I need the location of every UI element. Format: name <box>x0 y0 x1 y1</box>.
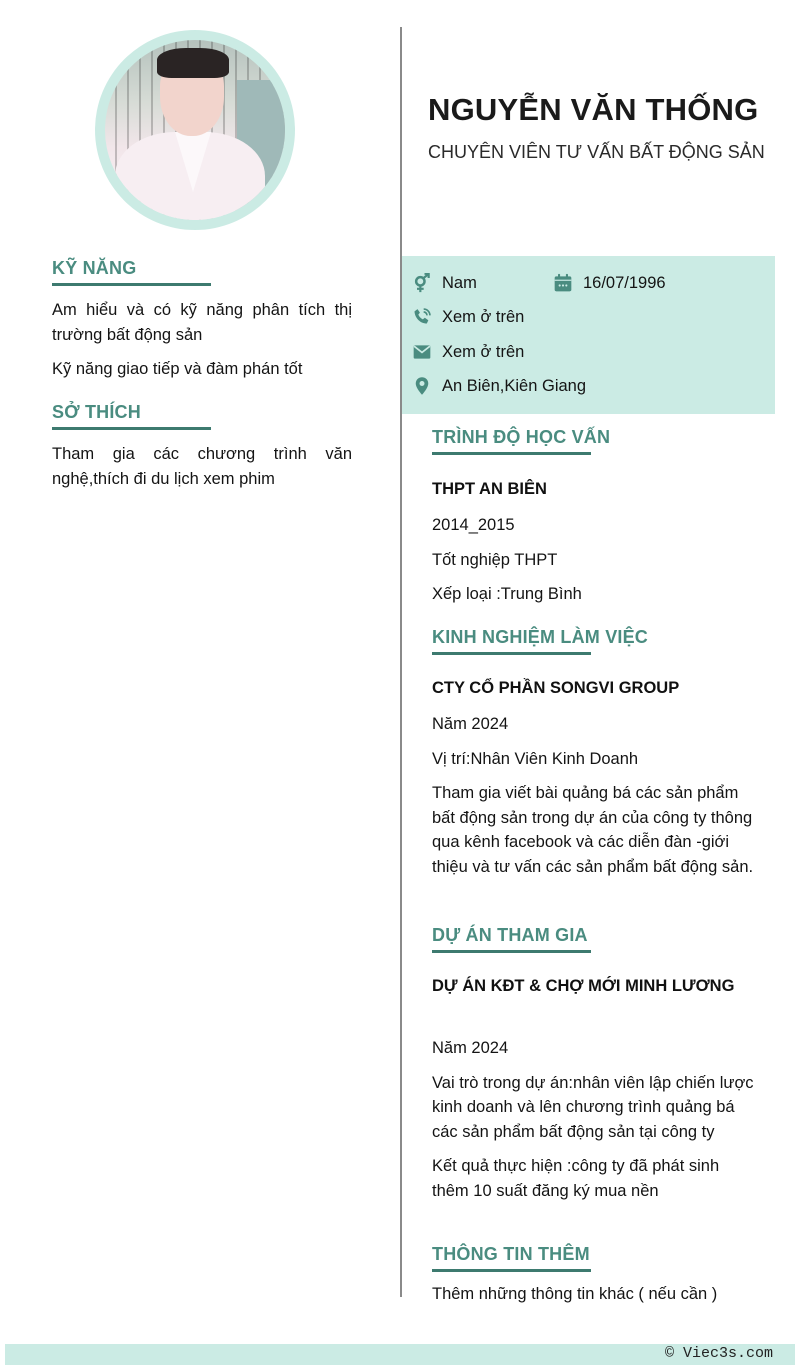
section-underline <box>432 652 591 655</box>
education-period: 2014_2015 <box>432 516 515 534</box>
projects-section <box>432 923 762 1203</box>
project-role: Vai trò trong dự án:nhân viên lập chiến lược kinh doanh và lên chương trình quảng bá các sản phẩm bất động sản tại công ty <box>432 1073 754 1141</box>
phone-value: Xem ở trên <box>442 307 525 326</box>
job-title: CHUYÊN VIÊN TƯ VẤN BẤT ĐỘNG SẢN <box>428 142 765 162</box>
experience-position: Vị trí:Nhân Viên Kinh Doanh <box>432 749 639 768</box>
footer-copyright[interactable]: © Viec3s.com <box>664 1345 773 1362</box>
email-icon <box>412 342 432 362</box>
avatar-ring <box>95 30 295 230</box>
section-underline <box>432 452 591 455</box>
birthday-value: 16/07/1996 <box>583 273 666 292</box>
column-divider <box>400 27 402 1297</box>
skill-item: Am hiểu và có kỹ năng phân tích thị trường bất động sản <box>52 301 352 344</box>
email-value: Xem ở trên <box>442 342 525 361</box>
company-name: CTY CỔ PHẦN SONGVI GROUP <box>432 679 680 697</box>
project-result: Kết quả thực hiện :công ty đã phát sinh thêm 10 suất đăng ký mua nền <box>432 1157 720 1200</box>
section-underline <box>52 427 211 430</box>
hobbies-section <box>52 400 352 492</box>
contact-address <box>412 374 586 398</box>
section-title-skills: KỸ NĂNG <box>52 258 137 278</box>
section-title-additional: THÔNG TIN THÊM <box>432 1244 590 1264</box>
contact-panel <box>402 256 775 414</box>
left-column <box>52 256 352 492</box>
section-title-experience: KINH NGHIỆM LÀM VIỆC <box>432 627 649 647</box>
gender-icon <box>412 273 432 293</box>
skills-section <box>52 256 352 382</box>
avatar <box>105 40 285 220</box>
experience-description: Tham gia viết bài quảng bá các sản phẩm bất động sản trong dự án của công ty thông qua kênh facebook và các diễn đàn -giới thiệu và tư vấn các sản phẩm bất động sản. <box>432 784 754 876</box>
project-period: Năm 2024 <box>432 1039 509 1057</box>
address-value: An Biên,Kiên Giang <box>442 376 587 395</box>
location-pin-icon <box>412 376 432 396</box>
calendar-icon <box>553 273 573 293</box>
section-title-projects: DỰ ÁN THAM GIA <box>432 925 588 945</box>
education-degree: Tốt nghiệp THPT <box>432 550 558 569</box>
school-name: THPT AN BIÊN <box>432 480 547 498</box>
section-title-hobbies: SỞ THÍCH <box>52 402 141 422</box>
education-section <box>432 425 762 607</box>
section-underline <box>432 1269 591 1272</box>
project-name: DỰ ÁN KĐT & CHỢ MỚI MINH LƯƠNG <box>432 977 735 995</box>
section-underline <box>52 283 211 286</box>
experience-section <box>432 625 762 879</box>
additional-text: Thêm những thông tin khác ( nếu cần ) <box>432 1285 718 1303</box>
contact-phone <box>412 305 524 329</box>
skill-item: Kỹ năng giao tiếp và đàm phán tốt <box>52 360 303 378</box>
education-grade: Xếp loại :Trung Bình <box>432 585 582 603</box>
phone-icon <box>412 307 432 327</box>
hobby-item: Tham gia các chương trình văn nghệ,thích đi du lịch xem phim <box>52 445 352 488</box>
experience-period: Năm 2024 <box>432 715 509 733</box>
gender-value: Nam <box>442 273 477 292</box>
candidate-name: NGUYỄN VĂN THỐNG <box>428 92 759 127</box>
contact-birthday <box>553 271 666 295</box>
contact-gender <box>412 271 477 295</box>
section-title-education: TRÌNH ĐỘ HỌC VẤN <box>432 427 611 447</box>
footer-bar <box>5 1344 795 1365</box>
section-underline <box>432 950 591 953</box>
additional-section <box>432 1242 762 1307</box>
contact-email <box>412 340 524 364</box>
